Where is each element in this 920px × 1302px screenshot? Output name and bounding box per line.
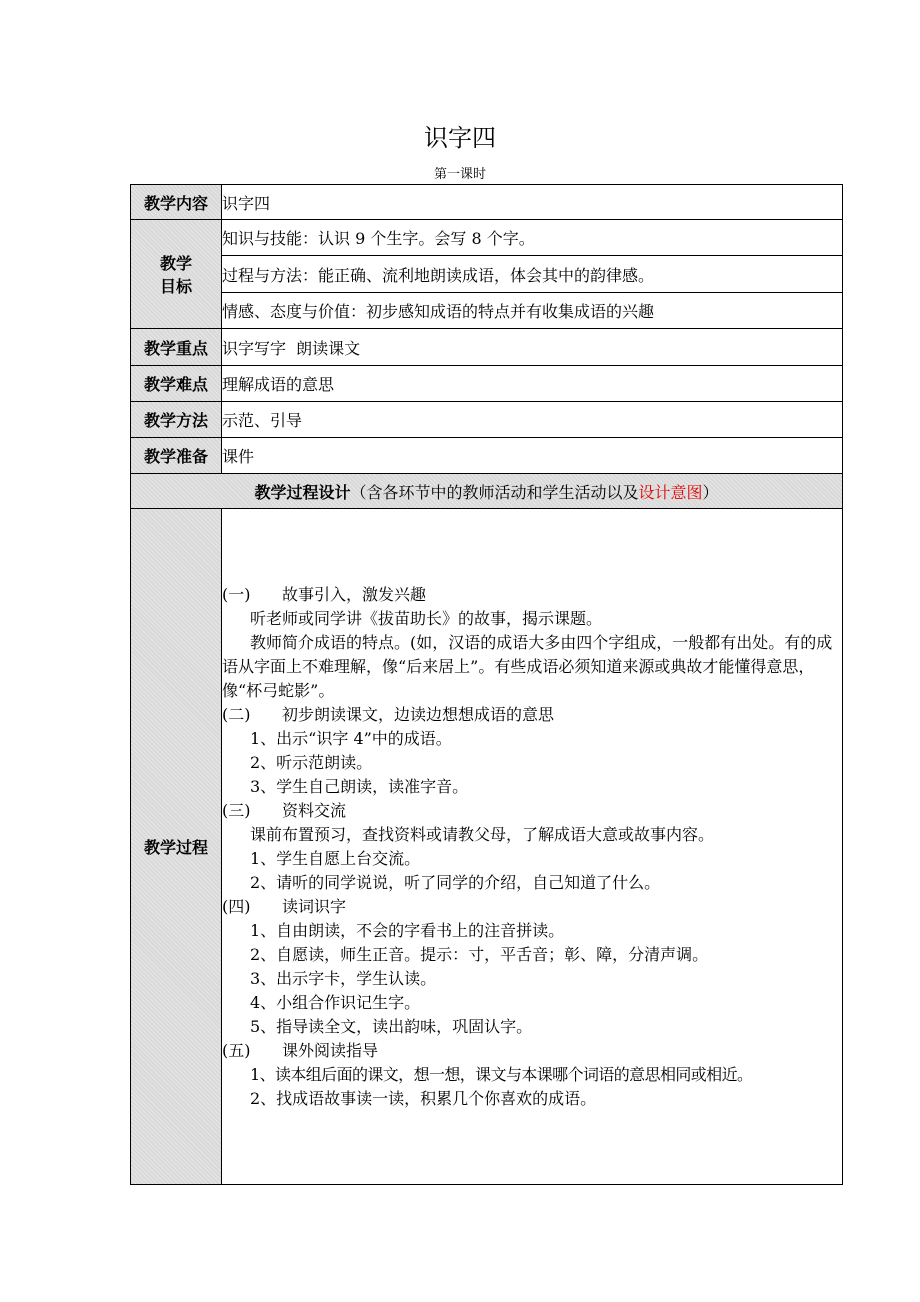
section-3-item: 1、学生自愿上台交流。 [250,848,421,868]
prep-label: 教学准备 [131,438,222,474]
section-2-title: 初步朗读课文，边读边想想成语的意思 [282,704,555,724]
row-method [131,402,843,438]
section-5-heading [222,1039,842,1063]
section-1-para-2: 教师简介成语的特点。(如，汉语的成语大多由四个字组成，一般都有出处。有的成语从字面上不难理解，像“后来居上”。有些成语必须知道来源或典故才能懂得意思，像“杯弓蛇影”。 [222,632,833,700]
method-value: 示范、引导 [222,402,843,438]
section-3-para: 课前布置预习，查找资料或请教父母，了解成语大意或故事内容。 [250,824,715,844]
section-2-item: 2、听示范朗读。 [250,752,373,772]
section-2-item: 1、出示“识字 4”中的成语。 [250,728,452,748]
section-4-number: (四) [222,896,251,916]
process-header [131,474,843,509]
process-header-normal: （含各环节中的教师活动和学生活动以及 [350,482,639,502]
prep-value: 课件 [222,438,843,474]
section-2-heading [222,703,842,727]
section-5-item: 2、找成语故事读一读，积累几个你喜欢的成语。 [250,1088,597,1108]
section-5-number: (五) [222,1040,251,1060]
section-1-para-1: 听老师或同学讲《拔苗助长》的故事，揭示课题。 [250,608,603,628]
goals-label-line1: 教学 [159,254,192,273]
focus-value: 识字写字 朗读课文 [222,329,843,366]
process-header-red: 设计意图 [638,482,703,502]
goals-label [131,220,222,329]
row-goal-attitude [131,293,843,329]
section-4-item: 3、出示字卡，学生认读。 [250,968,437,988]
section-3-title: 资料交流 [282,800,347,820]
row-goal-process [131,256,843,293]
difficulty-label: 教学难点 [131,366,222,402]
row-process [131,509,843,1185]
process-label: 教学过程 [131,509,222,1185]
section-4-item: 4、小组合作识记生字。 [250,992,421,1012]
goal-process: 过程与方法：能正确、流利地朗读成语，体会其中的韵律感。 [222,256,843,293]
section-4-title: 读词识字 [282,896,347,916]
section-4-heading [222,895,842,919]
method-label: 教学方法 [131,402,222,438]
section-3-item: 2、请听的同学说说，听了同学的介绍，自己知道了什么。 [250,872,661,892]
page-subtitle: 第一课时 [433,167,486,182]
section-2-number: (二) [222,704,251,724]
goal-knowledge: 知识与技能：认识 9 个生字。会写 8 个字。 [222,220,843,256]
focus-label: 教学重点 [131,329,222,366]
process-header-bold: 教学过程设计 [254,482,351,502]
section-1-number: (一) [222,584,251,604]
process-header-end: ） [702,482,719,502]
section-3-number: (三) [222,800,251,820]
section-5-item: 1、读本组后面的课文，想一想，课文与本课哪个词语的意思相同或相近。 [250,1064,753,1084]
content-value: 识字四 [222,185,843,220]
goal-attitude: 情感、态度与价值：初步感知成语的特点并有收集成语的兴趣 [222,293,843,329]
row-difficulty [131,366,843,402]
section-4-item: 5、指导读全文，读出韵味，巩固认字。 [250,1016,533,1036]
process-body [222,509,843,1185]
row-goals [131,220,843,256]
page-title: 识字四 [424,124,496,152]
row-process-header [131,474,843,509]
difficulty-value: 理解成语的意思 [222,366,843,402]
section-4-item: 1、自由朗读，不会的字看书上的注音拼读。 [250,920,565,940]
section-1-heading [222,583,842,607]
lesson-plan-table [130,184,843,1185]
content-label: 教学内容 [131,185,222,220]
section-2-item: 3、学生自己朗读，读准字音。 [250,776,469,796]
row-focus [131,329,843,366]
section-1-title: 故事引入，激发兴趣 [282,584,427,604]
section-5-title: 课外阅读指导 [282,1040,379,1060]
section-4-item: 2、自愿读，师生正音。提示：寸，平舌音；彰、障，分清声调。 [250,944,709,964]
section-3-heading [222,799,842,823]
row-content [131,185,843,220]
goals-label-line2: 目标 [159,277,192,296]
row-prep [131,438,843,474]
